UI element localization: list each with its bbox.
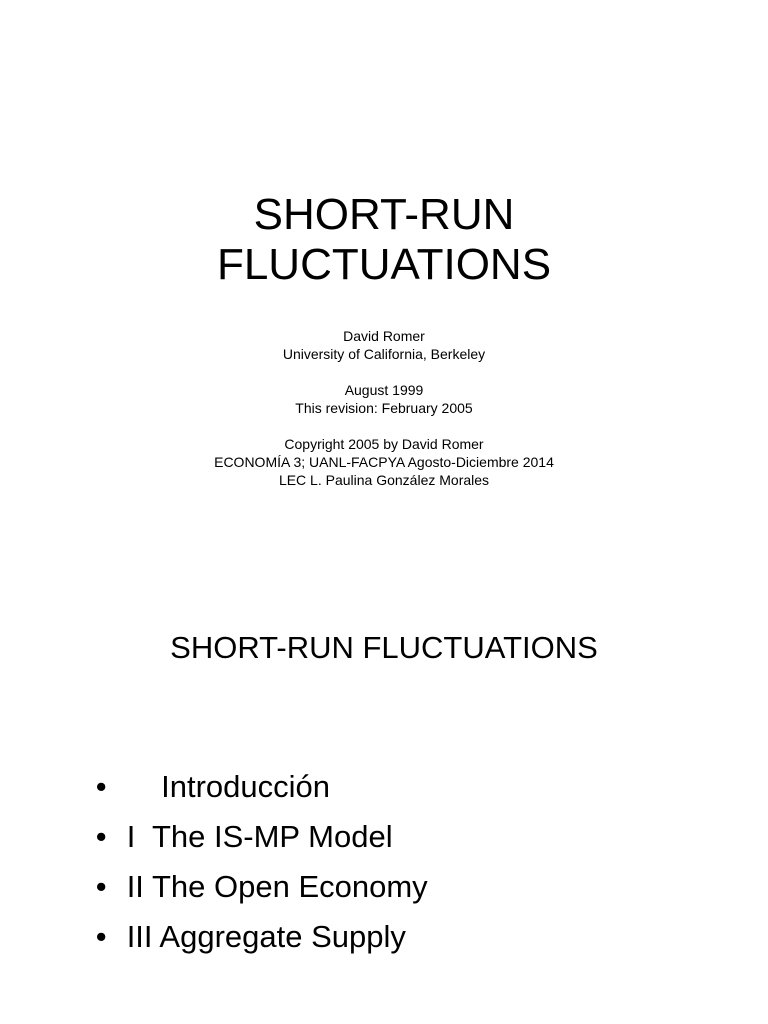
- bullet-icon: •: [95, 919, 107, 954]
- revision-date: This revision: February 2005: [295, 400, 473, 416]
- course-text: ECONOMÍA 3; UANL-FACPYA Agosto-Diciembre 2014: [214, 454, 554, 470]
- contents-title: SHORT-RUN FLUCTUATIONS: [170, 630, 598, 665]
- copyright-block: [0, 435, 768, 489]
- list-item: [44, 812, 428, 904]
- author-affiliation: University of California, Berkeley: [282, 346, 486, 362]
- bullet-list: [44, 712, 428, 954]
- author-name: David Romer: [343, 328, 425, 344]
- list-item: [44, 762, 428, 854]
- author-block: [0, 327, 768, 363]
- date-block: [0, 381, 768, 417]
- list-item: [44, 712, 428, 804]
- copyright-text: Copyright 2005 by David Romer: [284, 436, 484, 452]
- presenter-text: LEC L. Paulina González Morales: [278, 472, 490, 488]
- list-item-text: III Aggregate Supply: [126, 919, 406, 954]
- bullet-icon: •: [95, 819, 107, 854]
- title-line-1: SHORT-RUN: [253, 190, 515, 239]
- list-item: [44, 862, 428, 954]
- list-item-text: I The IS-MP Model: [126, 819, 393, 854]
- list-item-text: Introducción: [126, 769, 331, 804]
- list-item-text: II The Open Economy: [126, 869, 428, 904]
- original-date: August 1999: [344, 382, 424, 398]
- title-line-2: FLUCTUATIONS: [216, 240, 552, 289]
- bullet-icon: •: [95, 869, 107, 904]
- slide-title: [0, 190, 768, 290]
- bullet-icon: •: [95, 769, 107, 804]
- contents-slide: [0, 560, 768, 1024]
